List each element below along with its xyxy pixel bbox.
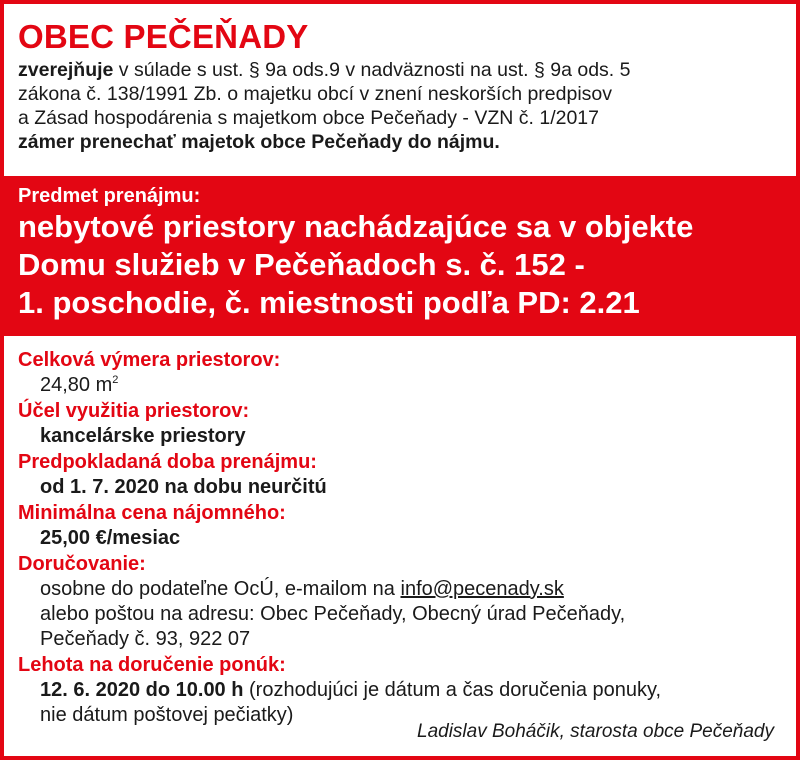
delivery-line-2: alebo poštou na adresu: Obec Pečeňady, Obecný úrad Pečeňady, bbox=[40, 603, 626, 625]
notice-header bbox=[18, 18, 782, 154]
area-value bbox=[18, 373, 782, 398]
purpose-value: kancelárske priestory bbox=[40, 425, 246, 447]
intro-bold-start: zverejňuje bbox=[18, 59, 114, 81]
email-link[interactable]: info@pecenady.sk bbox=[400, 578, 564, 600]
delivery-line-1-prefix: osobne do podateľne OcÚ, e-mailom na bbox=[40, 578, 401, 600]
signature: Ladislav Boháčik, starosta obce Pečeňady bbox=[417, 721, 774, 742]
deadline-line-1 bbox=[18, 678, 782, 703]
price-label: Minimálna cena nájomného: bbox=[18, 502, 286, 524]
deadline-note-2: nie dátum poštovej pečiatky) bbox=[40, 704, 294, 726]
price-value: 25,00 €/mesiac bbox=[40, 527, 181, 549]
subject-line-2: Domu služieb v Pečeňadoch s. č. 152 - bbox=[18, 247, 585, 282]
area-unit-superscript: 2 bbox=[112, 374, 119, 386]
intro-line-3: a Zásad hospodárenia s majetkom obce Pečeňady - VZN č. 1/2017 bbox=[18, 107, 599, 129]
delivery-line-3: Pečeňady č. 93, 922 07 bbox=[40, 628, 251, 650]
delivery-label: Doručovanie: bbox=[18, 553, 146, 575]
deadline-value: 12. 6. 2020 do 10.00 h bbox=[40, 679, 244, 701]
intro-bold-end: zámer prenechať majetok obce Pečeňady do nájmu. bbox=[18, 131, 500, 153]
deadline-note-1: (rozhodujúci je dátum a čas doručenia ponuky, bbox=[243, 679, 662, 701]
page-title: OBEC PEČEŇADY bbox=[18, 18, 309, 55]
area-label: Celková výmera priestorov: bbox=[18, 349, 281, 371]
subject-band bbox=[4, 176, 796, 336]
duration-label: Predpokladaná doba prenájmu: bbox=[18, 451, 317, 473]
subject-label: Predmet prenájmu: bbox=[18, 185, 201, 207]
duration-value: od 1. 7. 2020 na dobu neurčitú bbox=[40, 476, 327, 498]
purpose-label: Účel využitia priestorov: bbox=[18, 400, 250, 422]
details-section bbox=[18, 347, 782, 728]
intro-line-1 bbox=[18, 58, 782, 82]
area-number: 24,80 m bbox=[40, 374, 113, 396]
intro-line-2: zákona č. 138/1991 Zb. o majetku obcí v znení neskorších predpisov bbox=[18, 83, 613, 105]
subject-line-3: 1. poschodie, č. miestnosti podľa PD: 2.21 bbox=[18, 285, 640, 320]
intro-text bbox=[18, 58, 782, 154]
delivery-line-1 bbox=[18, 577, 782, 602]
intro-line-4 bbox=[18, 130, 782, 154]
intro-line-1-rest: v súlade s ust. § 9a ods.9 v nadväznosti na ust. § 9a ods. 5 bbox=[113, 59, 631, 81]
deadline-label: Lehota na doručenie ponúk: bbox=[18, 654, 286, 676]
subject-line-1: nebytové priestory nachádzajúce sa v objekte bbox=[18, 209, 694, 244]
